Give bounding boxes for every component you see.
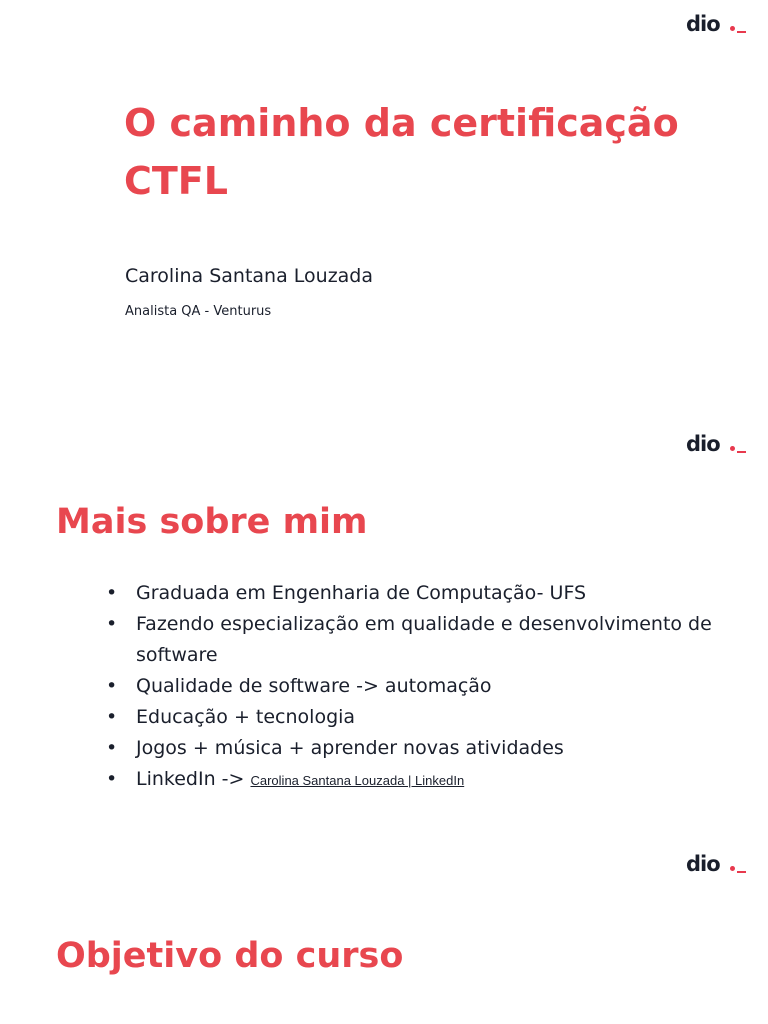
bullet-icon: • (106, 737, 118, 759)
slide-heading: Objetivo do curso (56, 936, 404, 976)
dio-logo-text: dio (686, 432, 720, 456)
author-name: Carolina Santana Louzada (125, 265, 374, 287)
logo-underscore-icon (737, 451, 746, 453)
bullet-icon: • (106, 613, 118, 635)
bullet-icon: • (106, 706, 118, 728)
bullet-text: Fazendo especialização em qualidade e desenvolvimento de software (136, 613, 712, 666)
bullet-text: Educação + tecnologia (136, 706, 356, 728)
bullet-icon: • (106, 582, 118, 604)
slide-course-goal (0, 840, 768, 1024)
dio-logo (686, 432, 750, 458)
list-item (104, 702, 724, 733)
list-item (104, 733, 724, 764)
bullet-list (104, 578, 724, 796)
bullet-icon: • (106, 768, 118, 790)
bullet-text: Graduada em Engenharia de Computação- UFS (136, 582, 587, 604)
dio-logo (686, 852, 750, 878)
logo-dot-icon (730, 866, 735, 871)
logo-underscore-icon (737, 31, 746, 33)
logo-dot-icon (730, 446, 735, 451)
bullet-text: LinkedIn -> (136, 768, 251, 790)
author-role: Analista QA - Venturus (125, 304, 272, 319)
linkedin-link[interactable]: Carolina Santana Louzada | LinkedIn (250, 773, 465, 788)
slide-about-me (0, 420, 768, 840)
list-item (104, 578, 724, 609)
presentation-title: O caminho da certificação CTFL (124, 101, 679, 203)
dio-logo (686, 12, 750, 38)
logo-underscore-icon (737, 871, 746, 873)
bullet-text: Qualidade de software -> automação (136, 675, 492, 697)
list-item (104, 609, 724, 671)
list-item (104, 671, 724, 702)
slide-heading: Mais sobre mim (56, 502, 368, 542)
logo-dot-icon (730, 26, 735, 31)
list-item (104, 764, 724, 796)
bullet-icon: • (106, 675, 118, 697)
dio-logo-text: dio (686, 852, 720, 876)
dio-logo-text: dio (686, 12, 720, 36)
bullet-text: Jogos + música + aprender novas atividades (136, 737, 564, 759)
slide-title (0, 0, 768, 420)
